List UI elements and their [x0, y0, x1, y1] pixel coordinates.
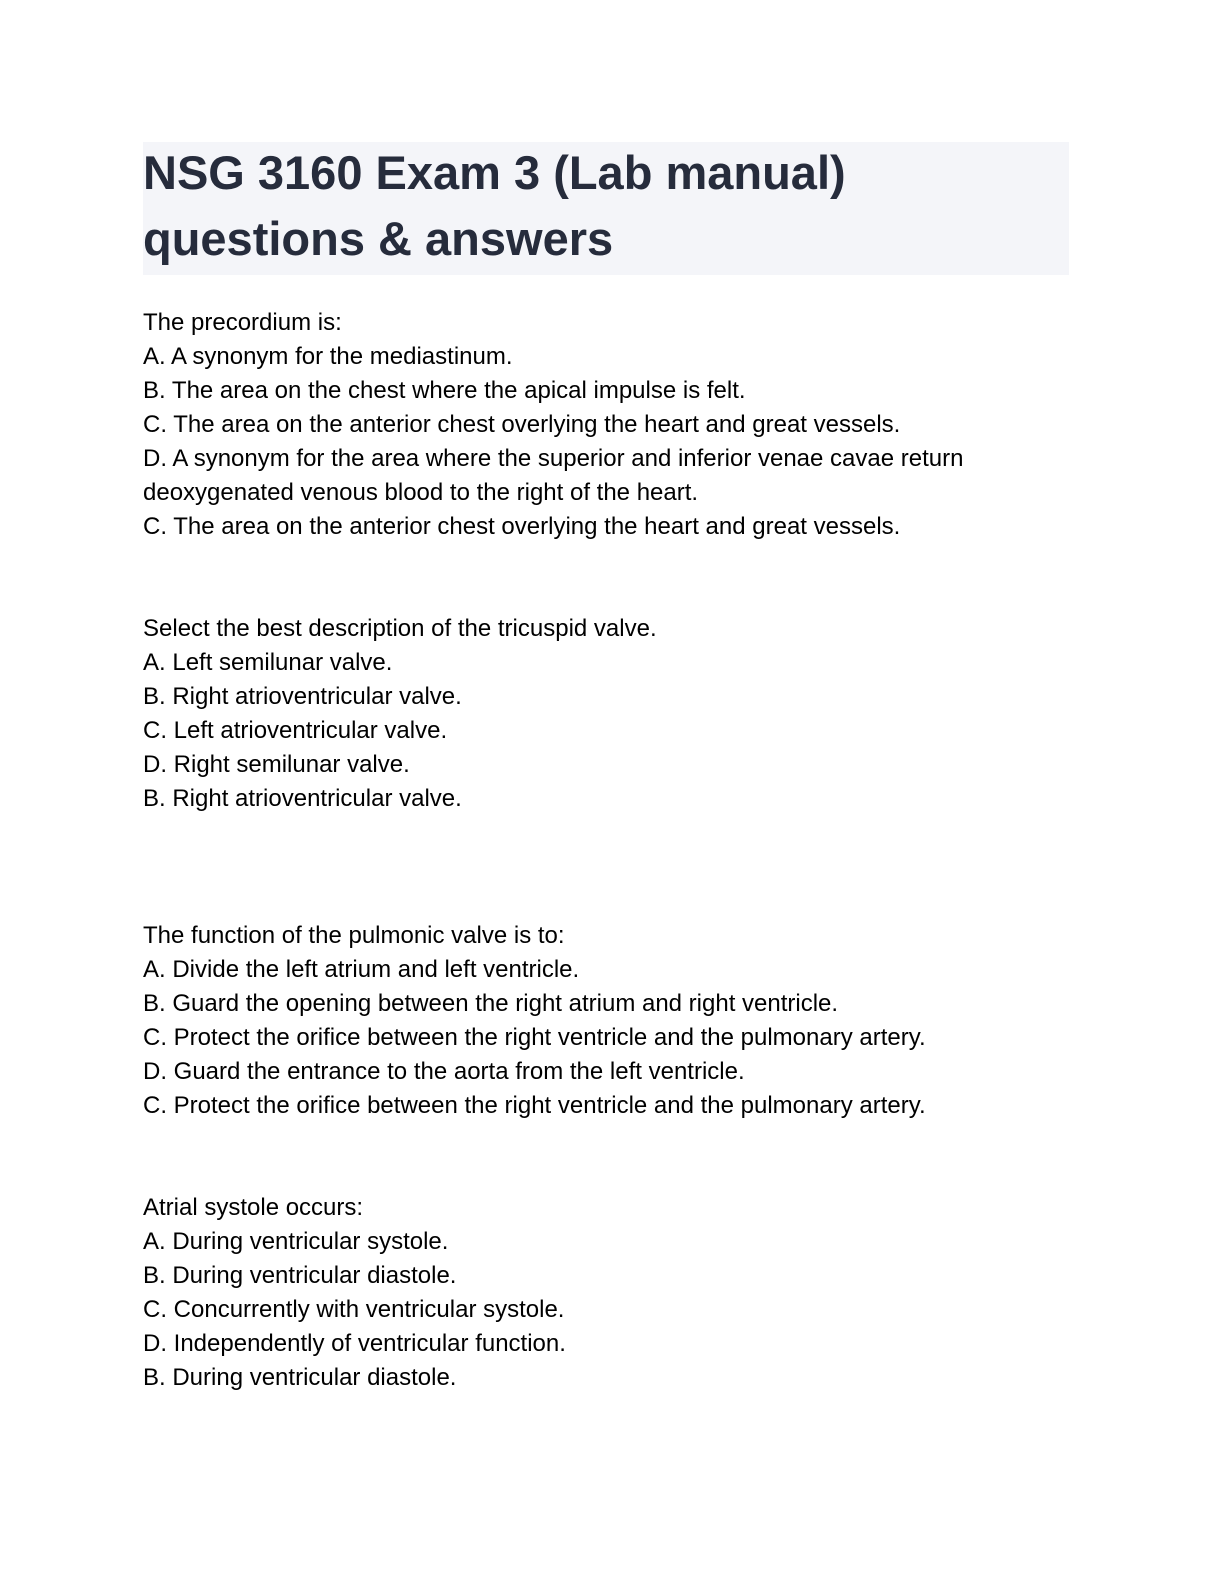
- option-c: C. Left atrioventricular valve.: [143, 717, 448, 744]
- option-d: D. Independently of ventricular function.: [143, 1330, 566, 1357]
- answer: C. Protect the orifice between the right ventricle and the pulmonary artery.: [143, 1092, 926, 1119]
- option-b: B. Right atrioventricular valve.: [143, 683, 462, 710]
- option-b: B. During ventricular diastole.: [143, 1262, 457, 1289]
- option-a: A. A synonym for the mediastinum.: [143, 343, 513, 370]
- answer: B. Right atrioventricular valve.: [143, 785, 462, 812]
- question-prompt: Atrial systole occurs:: [143, 1194, 364, 1221]
- option-c: C. Concurrently with ventricular systole.: [143, 1296, 565, 1323]
- option-c: C. The area on the anterior chest overlying the heart and great vessels.: [143, 411, 901, 438]
- question-block: [143, 1191, 1073, 1395]
- option-a: A. Divide the left atrium and left ventricle.: [143, 956, 580, 983]
- option-d: D. A synonym for the area where the superior and inferior venae cavae return deoxygenated venous blood to the right of the heart.: [143, 445, 964, 506]
- option-a: A. During ventricular systole.: [143, 1228, 449, 1255]
- answer: B. During ventricular diastole.: [143, 1364, 457, 1391]
- question-prompt: The precordium is:: [143, 309, 342, 336]
- option-c: C. Protect the orifice between the right ventricle and the pulmonary artery.: [143, 1024, 926, 1051]
- option-b: B. Guard the opening between the right atrium and right ventricle.: [143, 990, 839, 1017]
- question-prompt: The function of the pulmonic valve is to:: [143, 922, 565, 949]
- option-b: B. The area on the chest where the apical impulse is felt.: [143, 377, 746, 404]
- document-title: NSG 3160 Exam 3 (Lab manual) questions & answers: [143, 146, 846, 265]
- question-prompt: Select the best description of the tricuspid valve.: [143, 615, 657, 642]
- answer: C. The area on the anterior chest overlying the heart and great vessels.: [143, 513, 901, 540]
- option-a: A. Left semilunar valve.: [143, 649, 393, 676]
- question-block: [143, 919, 1073, 1123]
- option-d: D. Right semilunar valve.: [143, 751, 410, 778]
- question-block: [143, 612, 1073, 816]
- question-block: [143, 306, 1073, 544]
- option-d: D. Guard the entrance to the aorta from the left ventricle.: [143, 1058, 745, 1085]
